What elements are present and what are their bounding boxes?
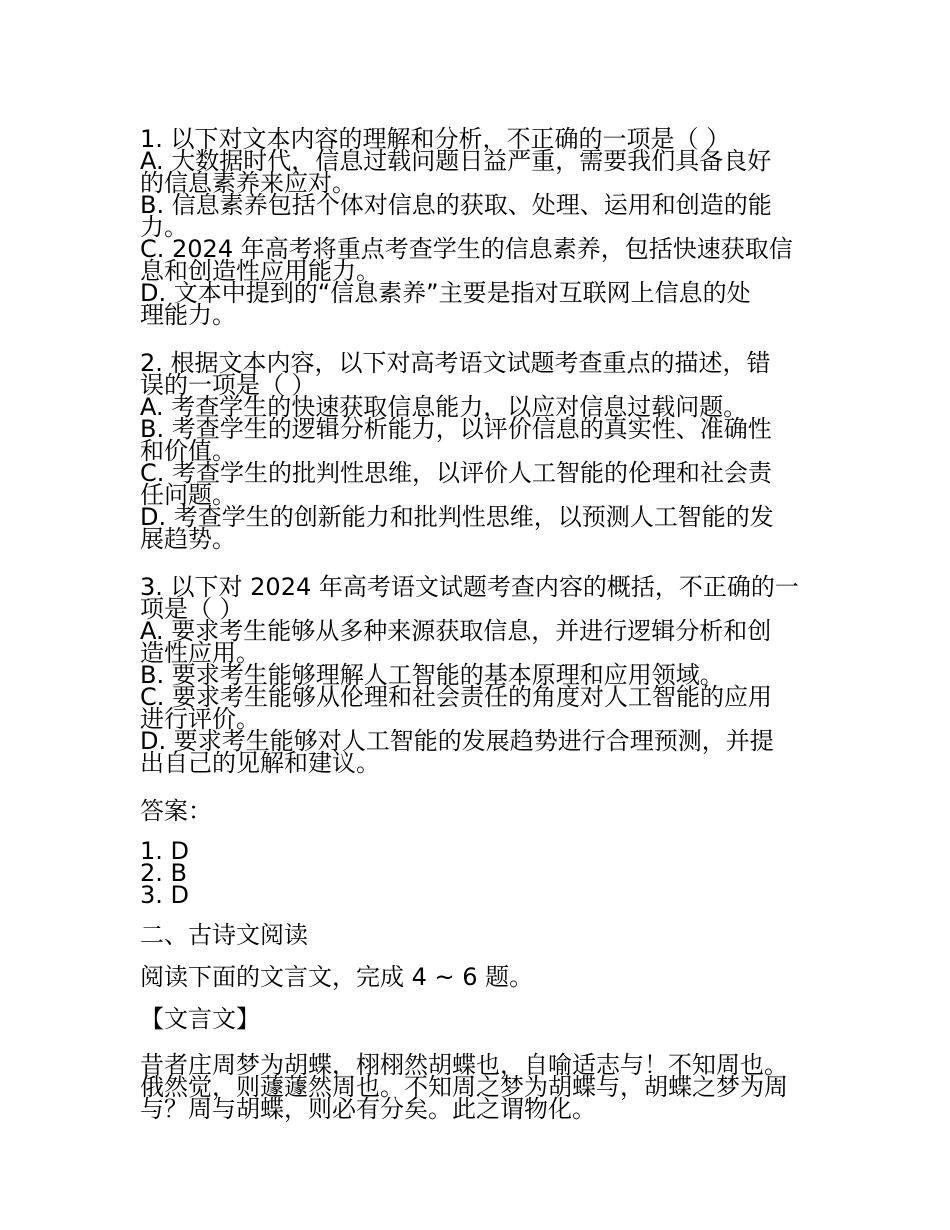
question-3-stem-cont: 项是（ ） — [140, 595, 244, 623]
q2-option-b-cont: 和价值。 — [140, 437, 236, 465]
section-instruction: 阅读下面的文言文，完成 4 ~ 6 题。 — [140, 963, 534, 991]
document-page — [140, 125, 820, 1123]
q2-option-a: A. 考查学生的快速获取信息能力，以应对信息过载问题。 — [140, 393, 748, 421]
q3-option-b: B. 要求考生能够理解人工智能的基本原理和应用领域。 — [140, 661, 724, 689]
q2-option-b: B. 考查学生的逻辑分析能力，以评价信息的真实性、准确性 — [140, 415, 772, 443]
passage-line: 昔者庄周梦为胡蝶，栩栩然胡蝶也，自喻适志与！不知周也。 — [140, 1051, 788, 1079]
q3-option-c: C. 要求考生能够从伦理和社会责任的角度对人工智能的应用 — [140, 683, 773, 711]
q2-option-c: C. 考查学生的批判性思维，以评价人工智能的伦理和社会责 — [140, 459, 773, 487]
question-3-stem: 3. 以下对 2024 年高考语文试题考查内容的概括，不正确的一 — [140, 573, 799, 601]
answer-item: 2. B — [140, 859, 187, 887]
question-2 — [140, 349, 820, 553]
passage-line: 与？周与胡蝶，则必有分矣。此之谓物化。 — [140, 1095, 596, 1123]
question-2-stem-cont: 误的一项是（ ） — [140, 371, 316, 399]
question-3 — [140, 573, 820, 777]
passage-line: 俄然觉，则蘧蘧然周也。不知周之梦为胡蝶与，胡蝶之梦为周 — [140, 1073, 788, 1101]
q3-option-a: A. 要求考生能够从多种来源获取信息，并进行逻辑分析和创 — [140, 617, 772, 645]
answers-list — [140, 837, 820, 909]
q2-option-d-cont: 展趋势。 — [140, 525, 236, 553]
q2-option-c-cont: 任问题。 — [140, 481, 236, 509]
question-1 — [140, 125, 820, 329]
q1-option-a: A. 大数据时代，信息过载问题日益严重，需要我们具备良好 — [140, 147, 772, 175]
q1-option-b-cont: 力。 — [140, 213, 188, 241]
q2-option-d: D. 考查学生的创新能力和批判性思维，以预测人工智能的发 — [140, 503, 774, 531]
answers-label: 答案： — [140, 797, 212, 825]
question-2-stem: 2. 根据文本内容，以下对高考语文试题考查重点的描述，错 — [140, 349, 771, 377]
answer-item: 3. D — [140, 881, 190, 909]
question-1-stem: 1. 以下对文本内容的理解和分析，不正确的一项是（ ） — [140, 125, 731, 153]
classical-passage — [140, 1051, 820, 1123]
q1-option-b: B. 信息素养包括个体对信息的获取、处理、运用和创造的能 — [140, 191, 772, 219]
section-subheading: 【文言文】 — [140, 1005, 260, 1033]
q3-option-d: D. 要求考生能够对人工智能的发展趋势进行合理预测，并提 — [140, 727, 774, 755]
answer-item: 1. D — [140, 837, 190, 865]
q1-option-c-cont: 息和创造性应用能力。 — [140, 257, 380, 285]
q3-option-c-cont: 进行评价。 — [140, 705, 260, 733]
q1-option-c: C. 2024 年高考将重点考查学生的信息素养，包括快速获取信 — [140, 235, 793, 263]
q3-option-a-cont: 造性应用。 — [140, 639, 260, 667]
q1-option-d-cont: 理能力。 — [140, 301, 236, 329]
q1-option-d: D. 文本中提到的“信息素养”主要是指对互联网上信息的处 — [140, 279, 751, 307]
q1-option-a-cont: 的信息素养来应对。 — [140, 169, 356, 197]
q3-option-d-cont: 出自己的见解和建议。 — [140, 749, 380, 777]
section-heading: 二、古诗文阅读 — [140, 921, 308, 949]
